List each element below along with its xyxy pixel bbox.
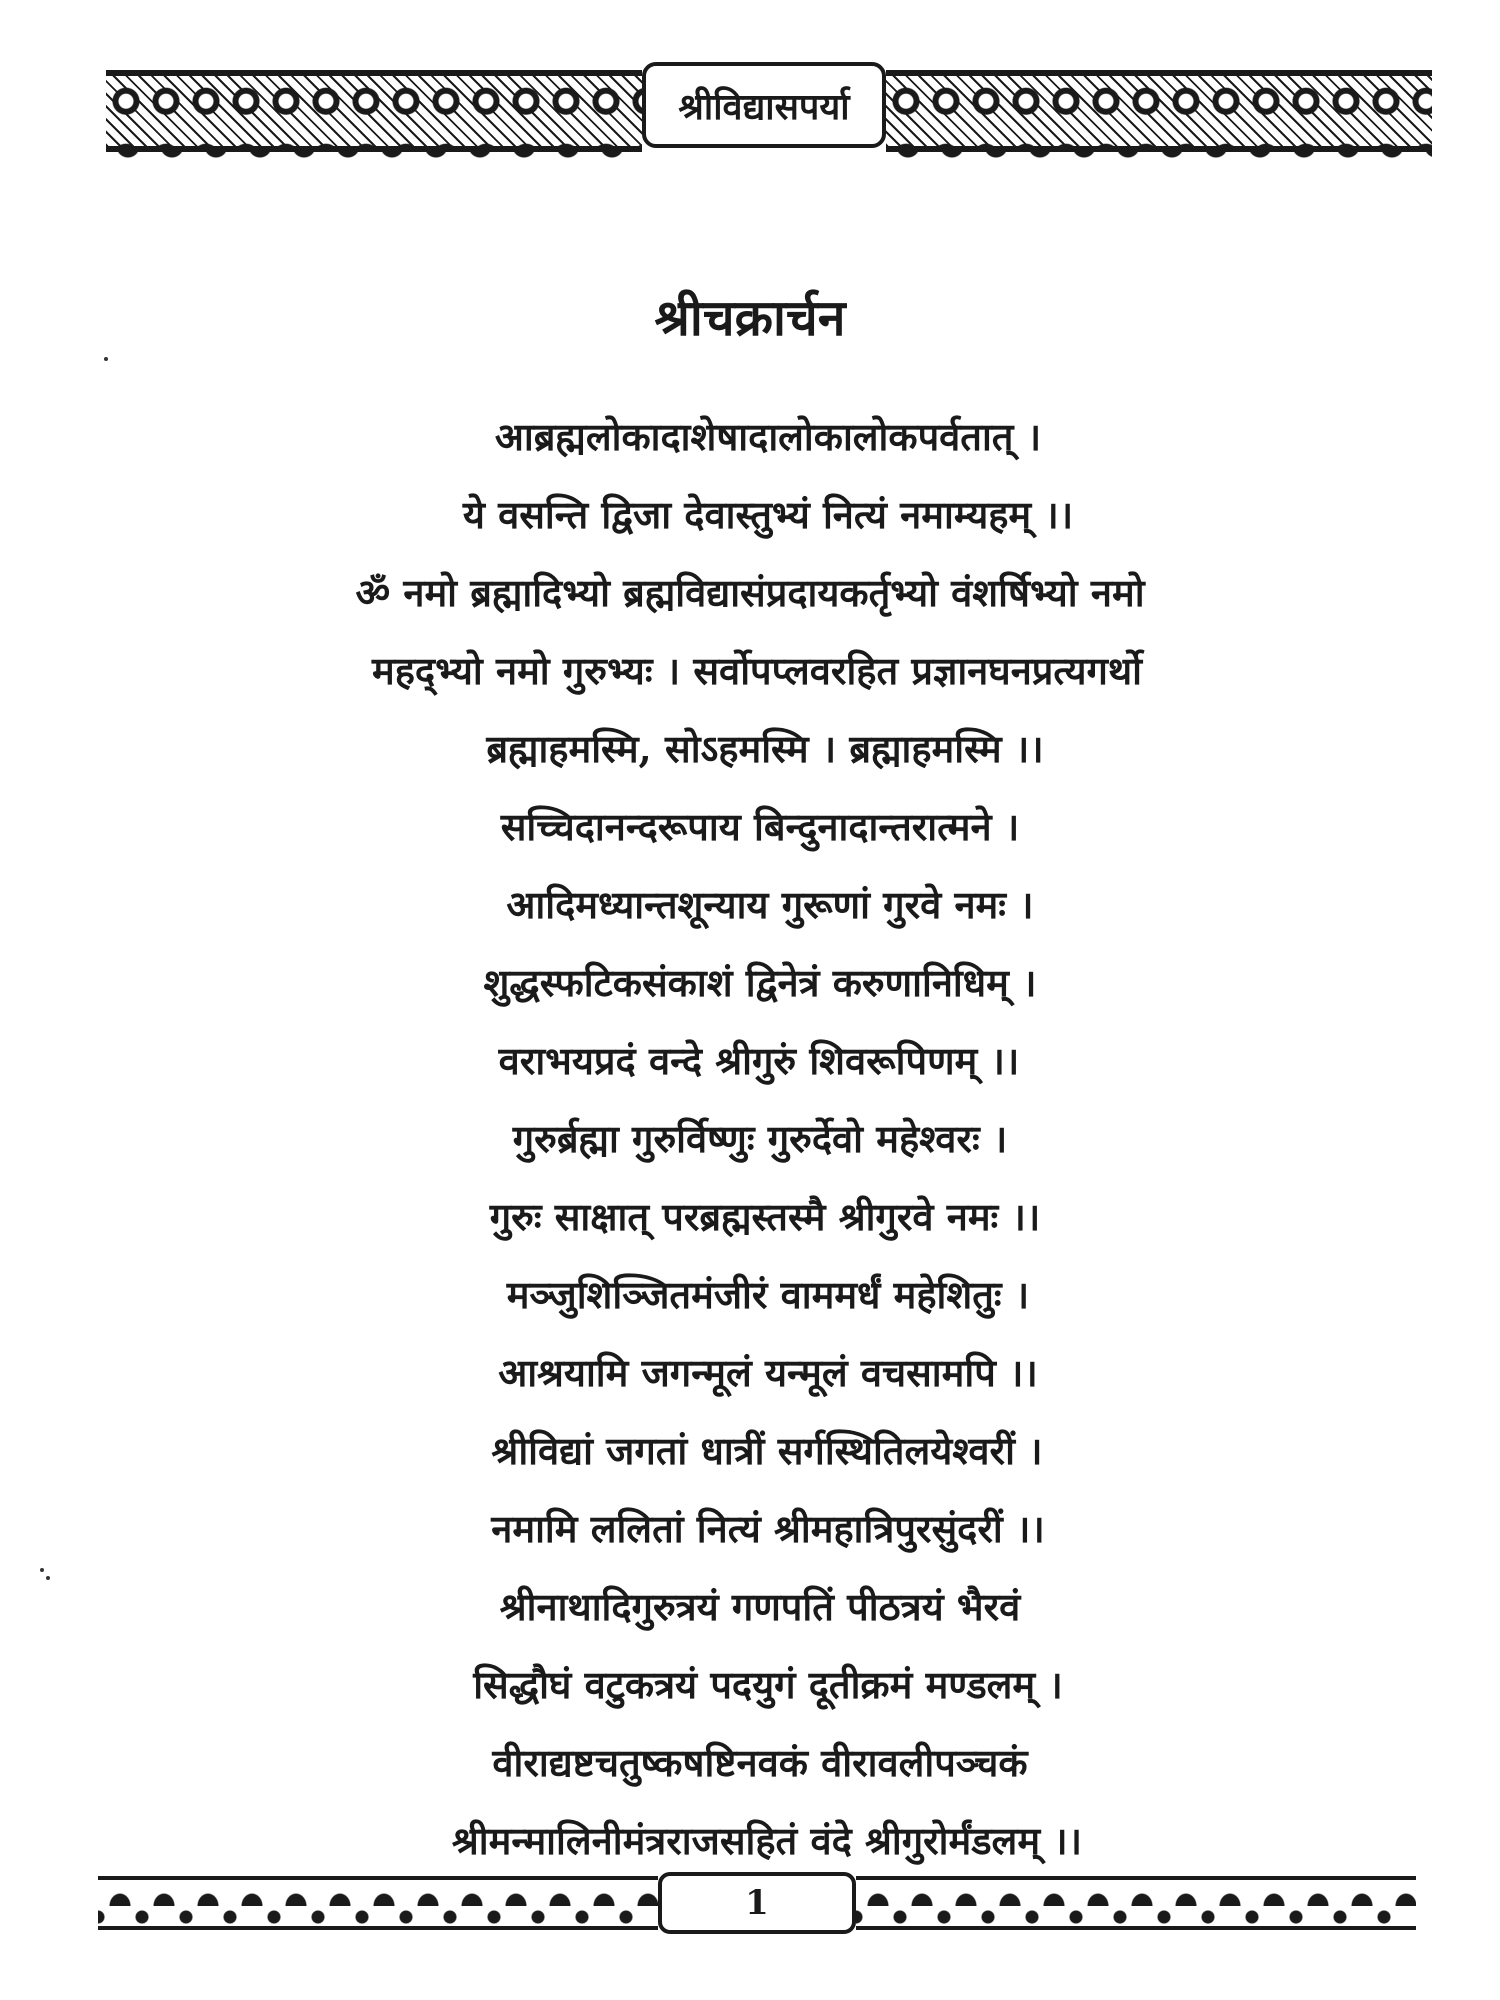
scan-speck (46, 1576, 50, 1580)
verse-line: गुरुः साक्षात् परब्रह्मस्तस्मै श्रीगुरवे नमः ।। (489, 1194, 1041, 1239)
footer-ornament-band (98, 1876, 1416, 1936)
verse-line: गुरुर्ब्रह्मा गुरुर्विष्णुः गुरुर्देवो महेश्वरः । (512, 1116, 1008, 1161)
header-ornament-right (886, 70, 1432, 152)
verse-line: श्रीविद्यां जगतां धात्रीं सर्गस्थितिलयेश्वरीं । (491, 1428, 1043, 1473)
header-ornament-left (106, 70, 642, 152)
verse-list (0, 398, 1500, 1880)
verse-line: श्रीमन्मालिनीमंत्रराजसहितं वंदे श्रीगुरोर्मंडलम् ।। (451, 1818, 1083, 1863)
verse-line: नमामि ललितां नित्यं श्रीमहात्रिपुरसुंदरीं ।। (491, 1506, 1045, 1551)
verse-line: वीराद्यष्टचतुष्कषष्टिनवकं वीरावलीपञ्चकं (492, 1740, 1028, 1785)
verse-line: ब्रह्माहमस्मि, सोऽहमस्मि । ब्रह्माहमस्मि ।। (486, 726, 1044, 771)
page-title: श्रीचक्रार्चन (654, 288, 846, 347)
verse-line: मञ्जुशिञ्जितमंजीरं वाममर्धं महेशितुः । (506, 1272, 1030, 1317)
verse-line: शुद्धस्फटिकसंकाशं द्विनेत्रं करुणानिधिम् । (483, 960, 1037, 1005)
verse-line: वराभयप्रदं वन्दे श्रीगुरुं शिवरूपिणम् ।। (498, 1038, 1020, 1083)
verse-line: ॐ नमो ब्रह्मादिभ्यो ब्रह्मविद्यासंप्रदायकर्तृभ्यो वंशर्षिभ्यो नमो (355, 570, 1145, 615)
footer-ornament-right (856, 1876, 1416, 1930)
verse-line: सच्चिदानन्दरूपाय बिन्दुनादान्तरात्मने । (500, 804, 1020, 849)
running-header-title: श्रीविद्यासपर्या (642, 62, 886, 148)
verse-line: आश्रयामि जगन्मूलं यन्मूलं वचसामपि ।। (498, 1350, 1038, 1395)
verse-line: श्रीनाथादिगुरुत्रयं गणपतिं पीठत्रयं भैरवं (499, 1584, 1021, 1629)
verse-line: महद्भ्यो नमो गुरुभ्यः । सर्वोपप्लवरहित प्रज्ञानघनप्रत्यगर्थो (371, 648, 1143, 693)
verse-line: आदिमध्यान्तशून्याय गुरूणां गुरवे नमः । (506, 882, 1034, 927)
header-ornament-band (106, 62, 1432, 148)
verse-line: सिद्धौघं वटुकत्रयं पदयुगं दूतीक्रमं मण्डलम् । (473, 1662, 1063, 1707)
scan-speck (40, 1568, 44, 1572)
page-number: 1 (658, 1872, 856, 1934)
scan-speck (104, 357, 108, 361)
footer-ornament-left (98, 1876, 658, 1930)
verse-line: आब्रह्मलोकादाशेषादालोकालोकपर्वतात् । (494, 414, 1042, 459)
verse-line: ये वसन्ति द्विजा देवास्तुभ्यं नित्यं नमाम्यहम् ।। (462, 492, 1074, 537)
